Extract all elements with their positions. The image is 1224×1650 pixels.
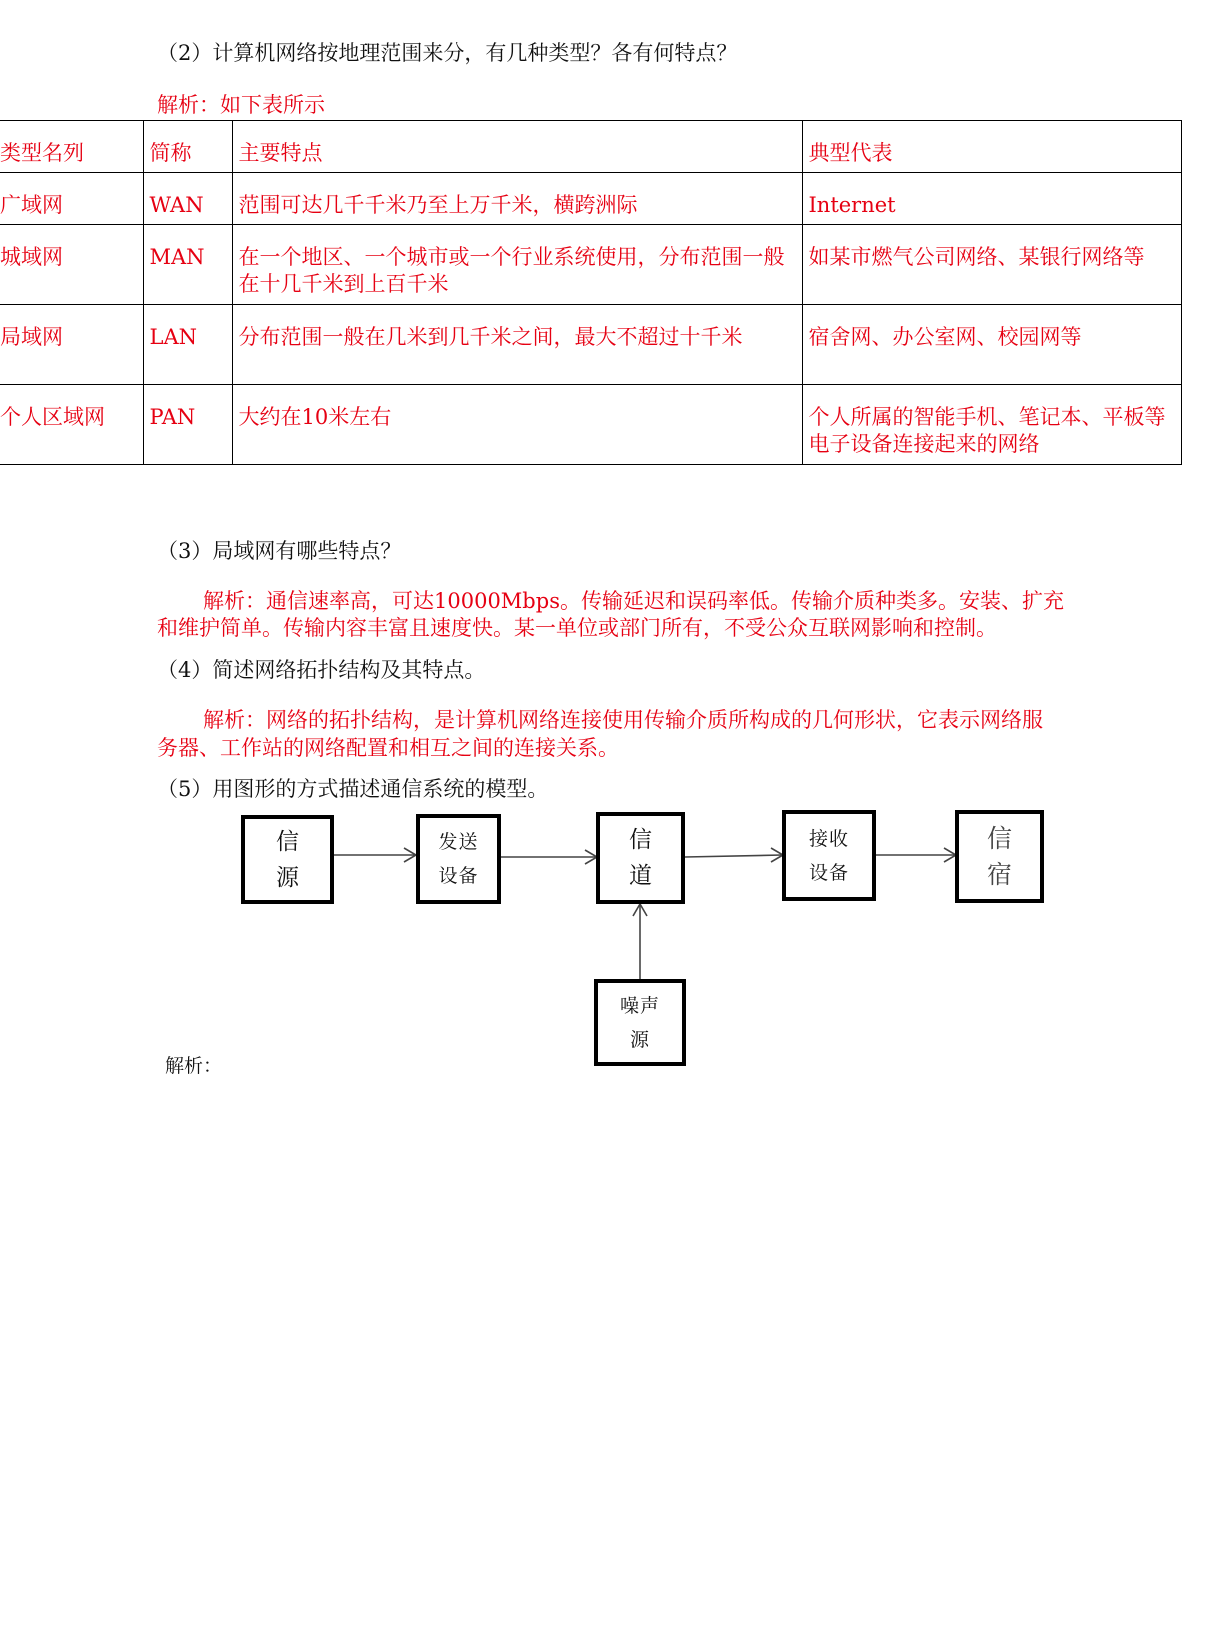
table-cell: PAN xyxy=(143,385,232,465)
question-2-answer-intro: 解析：如下表所示 xyxy=(157,93,325,117)
box-label: 信 xyxy=(986,823,1012,853)
box-label: 宿 xyxy=(986,859,1012,889)
question-3-answer-line-2: 和维护简单。传输内容丰富且速度快。某一单位或部门所有，不受公众互联网影响和控制。 xyxy=(157,616,997,640)
box-label: 道 xyxy=(629,863,652,889)
box-label: 发送 xyxy=(438,831,479,853)
question-4-answer-line-1: 解析：网络的拓扑结构，是计算机网络连接使用传输介质所构成的几何形状，它表示网络服 xyxy=(203,708,1043,732)
table-header-cell: 类型名列 xyxy=(0,121,143,173)
box-label: 源 xyxy=(629,1028,650,1051)
transmitter-box xyxy=(416,814,501,904)
table-cell: 宿舍网、办公室网、校园网等 xyxy=(802,305,1181,385)
table-cell: 城域网 xyxy=(0,225,143,305)
question-3: （3）局域网有哪些特点？ xyxy=(157,539,402,563)
table-cell: MAN xyxy=(143,225,232,305)
box-label: 设备 xyxy=(808,861,849,884)
table-cell: 范围可达几千千米乃至上万千米，横跨洲际 xyxy=(232,173,802,225)
box-label: 接收 xyxy=(808,827,849,850)
table-header-cell: 主要特点 xyxy=(232,121,802,173)
box-label: 源 xyxy=(276,864,299,891)
box-label: 噪声 xyxy=(619,994,660,1017)
table-cell: 广域网 xyxy=(0,173,143,225)
table-cell: Internet xyxy=(802,173,1181,225)
table-header-cell: 简称 xyxy=(143,121,232,173)
box-label: 信 xyxy=(629,827,652,853)
info-source-box xyxy=(241,815,334,904)
question-4-answer-line-2: 务器、工作站的网络配置和相互之间的连接关系。 xyxy=(157,736,619,760)
table-cell: 大约在10米左右 xyxy=(232,385,802,465)
arrow-channel-to-receiver xyxy=(685,855,782,857)
table-cell: 局域网 xyxy=(0,305,143,385)
table-cell: 个人所属的智能手机、笔记本、平板等电子设备连接起来的网络 xyxy=(802,385,1181,465)
channel-box xyxy=(596,812,685,904)
table-cell: 个人区域网 xyxy=(0,385,143,465)
noise-source-box xyxy=(594,979,686,1066)
question-5: （5）用图形的方式描述通信系统的模型。 xyxy=(157,777,549,801)
receiver-box xyxy=(782,810,876,901)
table-cell: 如某市燃气公司网络、某银行网络等 xyxy=(802,225,1181,305)
box-label: 信 xyxy=(276,828,299,855)
table-cell: WAN xyxy=(143,173,232,225)
table-cell: LAN xyxy=(143,305,232,385)
question-4: （4）简述网络拓扑结构及其特点。 xyxy=(157,658,486,682)
question-2: （2）计算机网络按地理范围来分，有几种类型？各有何特点？ xyxy=(157,41,738,65)
table-cell: 分布范围一般在几米到几千米之间，最大不超过十千米 xyxy=(232,305,802,385)
question-3-answer-line-1: 解析：通信速率高，可达10000Mbps。传输延迟和误码率低。传输介质种类多。安装、扩充 xyxy=(203,589,1064,613)
question-5-answer-label: 解析： xyxy=(165,1055,223,1077)
table-cell: 在一个地区、一个城市或一个行业系统使用，分布范围一般在十几千米到上百千米 xyxy=(232,225,802,305)
info-destination-box xyxy=(955,810,1044,903)
table-header-cell: 典型代表 xyxy=(802,121,1181,173)
box-label: 设备 xyxy=(438,865,479,887)
